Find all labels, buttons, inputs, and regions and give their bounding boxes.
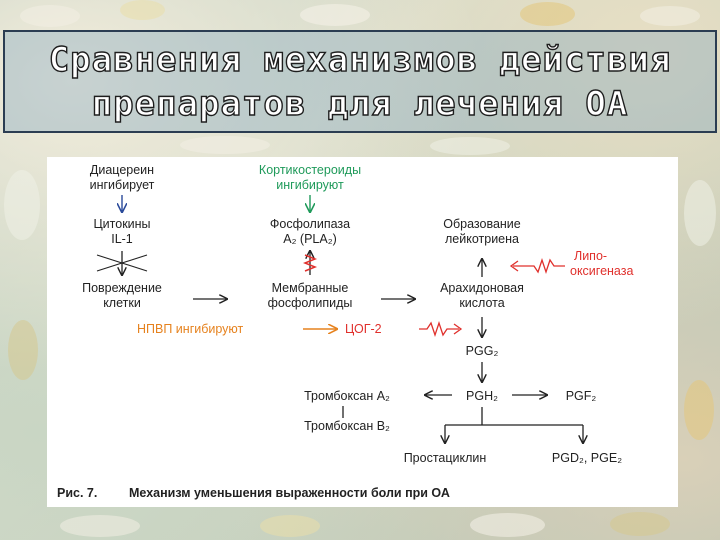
- background-pill: [684, 380, 714, 440]
- background-pill: [300, 4, 370, 26]
- cell-damage-label-1: Повреждение: [82, 281, 162, 295]
- cox2-label: ЦОГ-2: [345, 322, 382, 336]
- diacerein-label-2: ингибирует: [89, 178, 155, 192]
- lipoxygenase-label-1: Липо-: [574, 249, 608, 263]
- background-pill: [180, 136, 270, 154]
- pgd2-pge2-label: PGD₂, PGE₂: [551, 451, 623, 465]
- slide-title-line-1: Сравнения механизмов действия: [48, 40, 672, 80]
- leukotriene-label-2: лейкотриена: [445, 232, 519, 246]
- pgg2-label: PGG₂: [465, 344, 499, 358]
- lipoxygenase-inhibit-line: [513, 260, 565, 272]
- cytokines-label-2: IL-1: [111, 232, 133, 246]
- figure-caption-prefix: Рис. 7.: [57, 486, 98, 500]
- background-pill: [20, 5, 80, 27]
- thromboxane-a2-label: Тромбоксан A₂: [304, 389, 390, 403]
- thromboxane-b2-label: Тромбоксан B₂: [304, 419, 390, 433]
- background-pill: [260, 515, 320, 537]
- background-pill: [684, 180, 716, 246]
- background-pill: [470, 513, 545, 537]
- background-pill: [610, 512, 670, 536]
- slide-title-line-2: препаратов для лечения ОА: [91, 84, 629, 124]
- arachidonic-acid-label-1: Арахидоновая: [440, 281, 524, 295]
- background-pill: [4, 170, 40, 240]
- background-pill: [520, 2, 575, 26]
- background-pill: [60, 515, 140, 537]
- lipoxygenase-label-2: оксигеназа: [570, 264, 634, 278]
- nsaid-label: НПВП ингибируют: [137, 322, 244, 336]
- corticosteroids-label-1: Кортикостероиды: [258, 163, 362, 177]
- diagram-canvas: [47, 157, 678, 507]
- phospholipase-label-1: Фосфолипаза: [269, 217, 351, 231]
- background-pill: [120, 0, 165, 20]
- leukotriene-label-1: Образование: [443, 217, 521, 231]
- diacerein-label-1: Диацереин: [89, 163, 155, 177]
- pgf2-label: PGF₂: [565, 389, 597, 403]
- background-pill: [8, 320, 38, 380]
- mechanism-diagram: [47, 157, 678, 507]
- background-pill: [430, 137, 510, 155]
- prostacyclin-label: Простациклин: [403, 451, 487, 465]
- cell-damage-label-2: клетки: [103, 296, 141, 310]
- membrane-phospholipids-label-2: фосфолипиды: [267, 296, 353, 310]
- corticosteroids-label-2: ингибируют: [276, 178, 344, 192]
- arachidonic-acid-label-2: кислота: [459, 296, 505, 310]
- cox2-inhibit-line: [419, 323, 459, 335]
- cytokines-label-1: Цитокины: [93, 217, 151, 231]
- phospholipase-label-2: A₂ (PLA₂): [283, 232, 337, 246]
- membrane-phospholipids-label-1: Мембранные: [271, 281, 349, 295]
- pgh2-label: PGH₂: [466, 389, 498, 403]
- figure-caption-text: Механизм уменьшения выраженности боли при ОА: [129, 486, 450, 500]
- background-pill: [640, 6, 700, 26]
